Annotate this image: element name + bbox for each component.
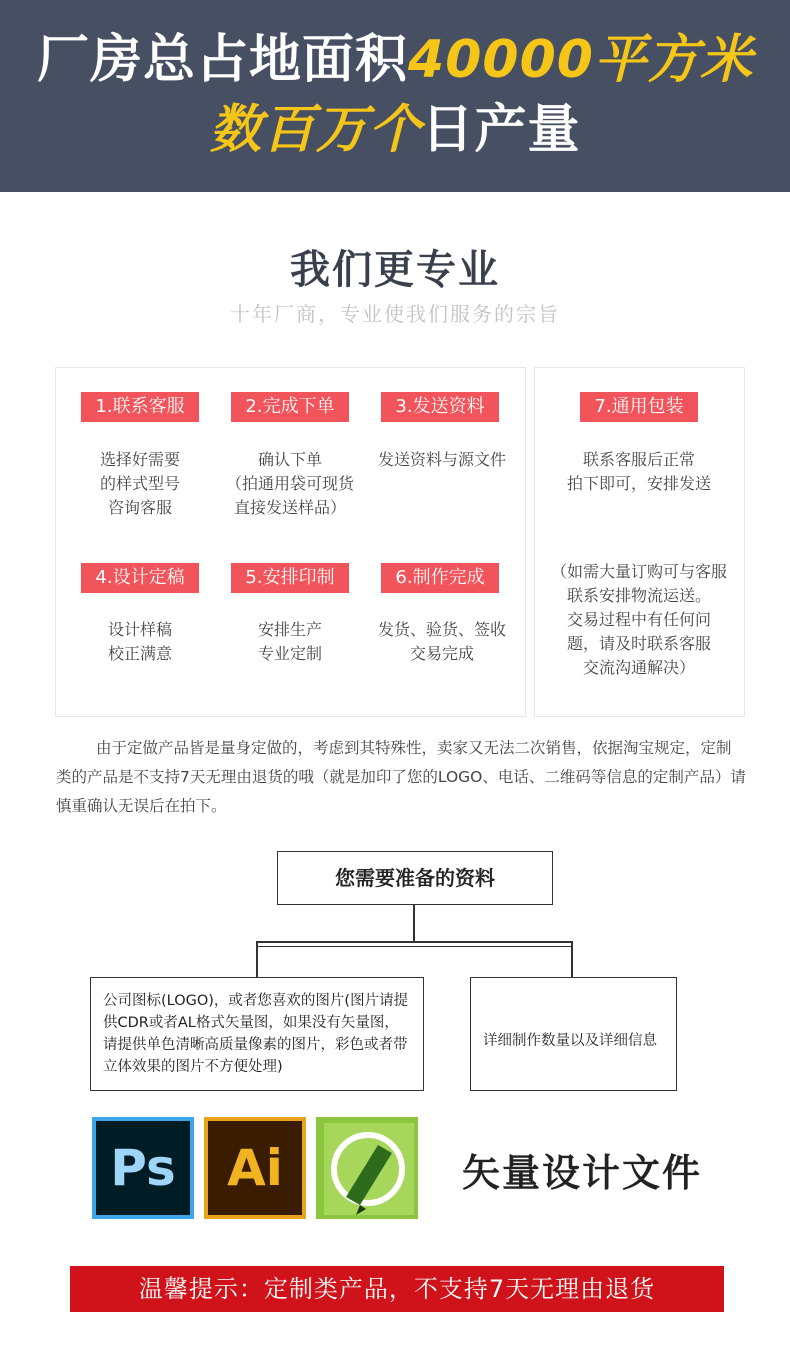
- coreldraw-graphic: [316, 1117, 418, 1219]
- vector-files-title: 矢量设计文件: [462, 1151, 703, 1195]
- section-subtitle: 十年厂商，专业使我们服务的宗旨: [230, 302, 560, 326]
- banner-line-2: [0, 98, 790, 162]
- connector-horizontal: [256, 941, 573, 943]
- prep-right-box: [470, 977, 677, 1091]
- step-6-tag: 6.制作完成: [381, 563, 499, 593]
- return-policy-notice: 由于定做产品皆是量身定做的，考虑到其特殊性，卖家又无法二次销售，依据淘宝规定，定制类的产品是不支持7天无理由退货的哦（就是加印了您的LOGO、电话、二维码等信息的定制产品）请慎重确认无误后在拍下。: [56, 739, 746, 815]
- step-5-desc-line: 专业定制: [257, 644, 322, 663]
- step-2-desc-line: 直接发送样品）: [233, 498, 346, 517]
- prep-title: 您需要准备的资料: [335, 866, 495, 890]
- step-2-desc: [210, 448, 370, 520]
- side-note-line: 联系安排物流运送。: [566, 586, 711, 605]
- photoshop-label: Ps: [110, 1139, 176, 1197]
- step-3-tag: 3.发送资料: [381, 392, 499, 422]
- banner-text-output-label: 日产量: [421, 100, 581, 160]
- step-6-desc: [362, 618, 522, 666]
- side-note-line: （如需大量订购可与客服: [550, 562, 727, 581]
- step-5-desc: [210, 618, 370, 666]
- step-2-tag: 2.完成下单: [231, 392, 349, 422]
- step-2-desc-line: 确认下单: [257, 450, 322, 469]
- prep-left-text: 公司图标(LOGO)，或者您喜欢的图片(图片请提供CDR或者AL格式矢量图，如果没有矢量图，请提供单色清晰高质量像素的图片，彩色或者带立体效果的图片不方便处理): [103, 993, 409, 1075]
- step-1-desc: [60, 448, 220, 520]
- step-2-desc-line: （拍通用袋可现货: [225, 474, 354, 493]
- step-5-tag: 5.安排印制: [231, 563, 349, 593]
- step-6-desc-line: 交易完成: [409, 644, 474, 663]
- step-1-desc-line: 选择好需要: [99, 450, 180, 469]
- banner-text-area-label: 厂房总占地面积: [37, 30, 409, 90]
- banner-text-area-value: 40000平方米: [408, 30, 753, 90]
- top-banner: [0, 0, 790, 192]
- side-note-line: 交易过程中有任何问: [566, 610, 711, 629]
- illustrator-icon: [204, 1117, 306, 1219]
- section-title: 我们更专业: [290, 247, 500, 293]
- side-note-line: 题，请及时联系客服: [566, 634, 711, 653]
- step-4-desc-line: 校正满意: [107, 644, 172, 663]
- step-7-desc: [541, 448, 737, 496]
- step-7-desc-line: 拍下即可，安排发送: [566, 474, 711, 493]
- prep-left-box: [90, 977, 424, 1091]
- banner-line-1: [0, 28, 790, 92]
- connector-horizontal-2: [256, 946, 573, 947]
- banner-text-output-value: 数百万个: [209, 100, 422, 160]
- footer-warning: 温馨提示：定制类产品，不支持7天无理由退货: [70, 1266, 724, 1312]
- step-6-desc-line: 发货、验货、签收: [377, 620, 506, 639]
- step-1-tag: 1.联系客服: [81, 392, 199, 422]
- side-note: [541, 560, 737, 680]
- step-4-desc: [60, 618, 220, 666]
- step-7-tag: 7.通用包装: [580, 392, 698, 422]
- prep-right-text: 详细制作数量以及详细信息: [483, 1033, 657, 1049]
- connector-left-drop: [256, 941, 258, 977]
- step-4-desc-line: 设计样稿: [107, 620, 172, 639]
- prep-title-box: [277, 851, 553, 905]
- step-7-desc-line: 联系客服后正常: [582, 450, 695, 469]
- step-1-desc-line: 咨询客服: [107, 498, 172, 517]
- side-note-line: 交流沟通解决）: [582, 658, 695, 677]
- step-3-desc: [362, 448, 522, 472]
- coreldraw-icon: [316, 1117, 418, 1219]
- step-1-desc-line: 的样式型号: [99, 474, 180, 493]
- connector-right-drop: [571, 941, 573, 977]
- illustrator-label: Ai: [227, 1139, 283, 1197]
- step-4-tag: 4.设计定稿: [81, 563, 199, 593]
- photoshop-icon: [92, 1117, 194, 1219]
- step-5-desc-line: 安排生产: [257, 620, 322, 639]
- step-3-desc-line: 发送资料与源文件: [377, 450, 506, 469]
- connector-vertical: [413, 904, 415, 942]
